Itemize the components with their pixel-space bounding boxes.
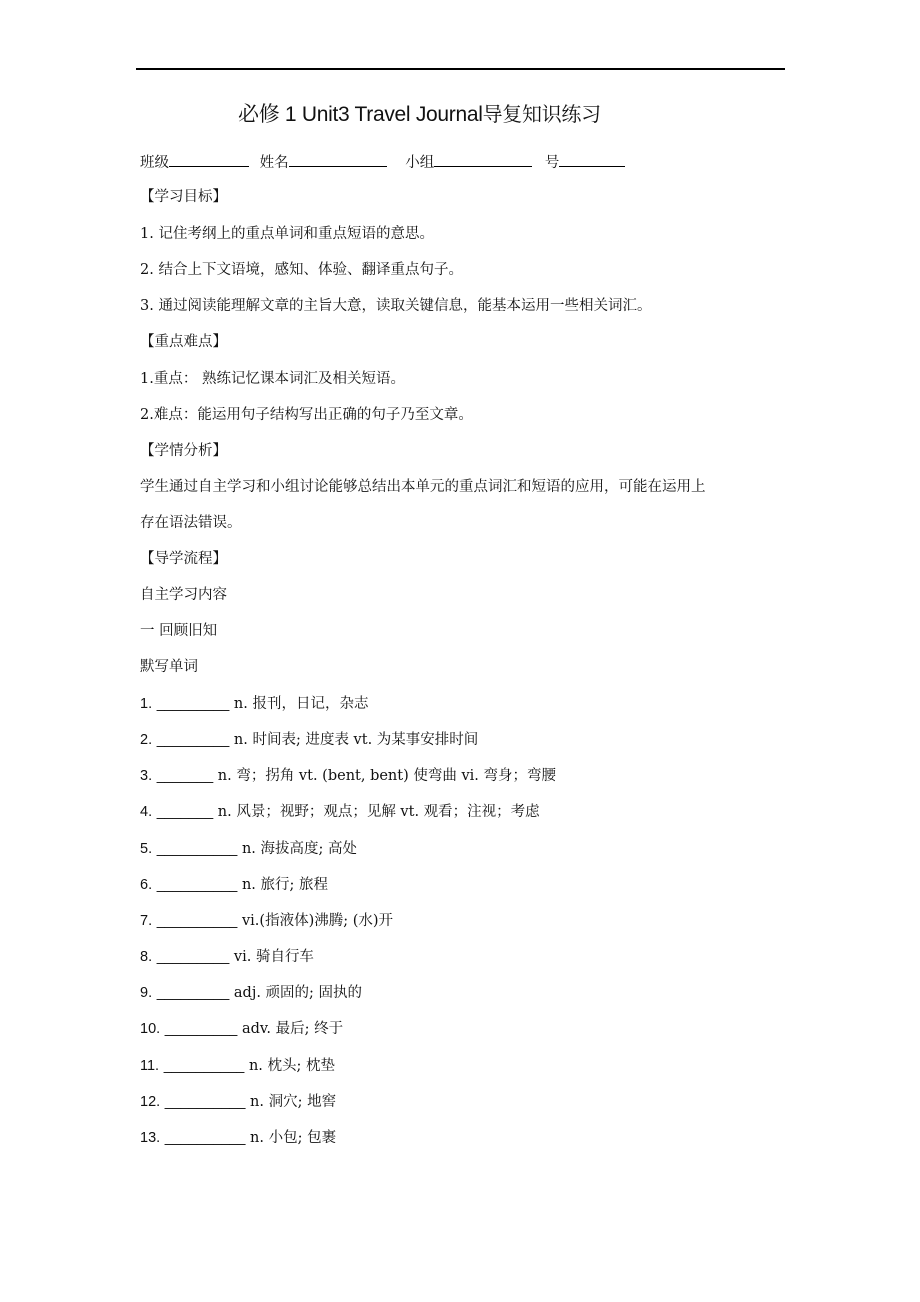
vocab-item: 4. _______ n. 风景；视野；观点；见解 vt. 观看；注视；考虑 xyxy=(140,804,540,820)
answer-blank[interactable]: __________ xyxy=(156,877,238,893)
answer-blank[interactable]: _________ xyxy=(156,696,230,712)
group-label: 小组 xyxy=(405,155,435,171)
name-field[interactable] xyxy=(289,152,387,167)
vocab-item: 7. __________ vi.(指液体)沸腾; (水)开 xyxy=(140,913,394,929)
answer-blank[interactable]: _______ xyxy=(156,768,214,784)
group-field[interactable] xyxy=(434,152,532,167)
key-points-heading: 【重点难点】 xyxy=(140,334,227,350)
vocab-item: 1. _________ n. 报刊，日记，杂志 xyxy=(140,696,369,712)
answer-blank[interactable]: __________ xyxy=(164,1094,246,1110)
vocab-item: 13. __________ n. 小包; 包裹 xyxy=(140,1130,337,1146)
number-label: 号 xyxy=(544,155,560,171)
vocab-item: 9. _________ adj. 顽固的; 固执的 xyxy=(140,985,363,1001)
goal-item: 1. 记住考纲上的重点单词和重点短语的意思。 xyxy=(140,226,434,242)
key-point-item: 1.重点： 熟练记忆课本词汇及相关短语。 xyxy=(140,371,405,387)
answer-blank[interactable]: _________ xyxy=(156,985,230,1001)
review-label: 一 回顾旧知 xyxy=(140,623,218,639)
answer-blank[interactable]: __________ xyxy=(156,913,238,929)
answer-blank[interactable]: __________ xyxy=(163,1058,245,1074)
goals-heading: 【学习目标】 xyxy=(140,189,227,205)
vocab-item: 8. _________ vi. 骑自行车 xyxy=(140,949,314,965)
vocab-item: 11. __________ n. 枕头; 枕垫 xyxy=(140,1058,336,1074)
vocab-item: 6. __________ n. 旅行; 旅程 xyxy=(140,877,329,893)
number-field[interactable] xyxy=(559,152,625,167)
analysis-text: 学生通过自主学习和小组讨论能够总结出本单元的重点词汇和短语的应用，可能在运用上 xyxy=(140,479,706,495)
goal-item: 2. 结合上下文语境，感知、体验、翻译重点句子。 xyxy=(140,262,463,278)
analysis-heading: 【学情分析】 xyxy=(140,443,227,459)
dictation-label: 默写单词 xyxy=(140,659,198,675)
name-label: 姓名 xyxy=(259,155,289,171)
vocab-item: 3. _______ n. 弯；拐角 vt. (bent, bent) 使弯曲 vi. 弯身；弯腰 xyxy=(140,768,557,784)
header-rule xyxy=(136,68,785,70)
answer-blank[interactable]: _________ xyxy=(156,949,230,965)
class-field[interactable] xyxy=(169,152,249,167)
answer-blank[interactable]: _________ xyxy=(164,1021,238,1037)
analysis-text: 存在语法错误。 xyxy=(140,515,242,531)
vocab-item: 10. _________ adv. 最后; 终于 xyxy=(140,1021,344,1037)
vocab-item: 5. __________ n. 海拔高度; 高处 xyxy=(140,841,358,857)
answer-blank[interactable]: _______ xyxy=(156,804,214,820)
title-suffix: 导复知识练习 xyxy=(482,102,601,126)
answer-blank[interactable]: __________ xyxy=(156,841,238,857)
answer-blank[interactable]: __________ xyxy=(164,1130,246,1146)
difficulty-item: 2.难点：能运用句子结构写出正确的句子乃至文章。 xyxy=(140,407,473,423)
vocab-item: 2. _________ n. 时间表; 进度表 vt. 为某事安排时间 xyxy=(140,732,479,748)
answer-blank[interactable]: _________ xyxy=(156,732,230,748)
page-title xyxy=(238,98,601,128)
self-study-label: 自主学习内容 xyxy=(140,587,227,603)
student-info-line xyxy=(140,152,625,173)
vocab-item: 12. __________ n. 洞穴; 地窖 xyxy=(140,1094,337,1110)
process-heading: 【导学流程】 xyxy=(140,551,227,567)
title-prefix: 必修 1 Unit3 Travel Journal xyxy=(238,103,483,126)
class-label: 班级 xyxy=(140,155,169,171)
goal-item: 3. 通过阅读能理解文章的主旨大意，读取关键信息，能基本运用一些相关词汇。 xyxy=(140,298,652,314)
